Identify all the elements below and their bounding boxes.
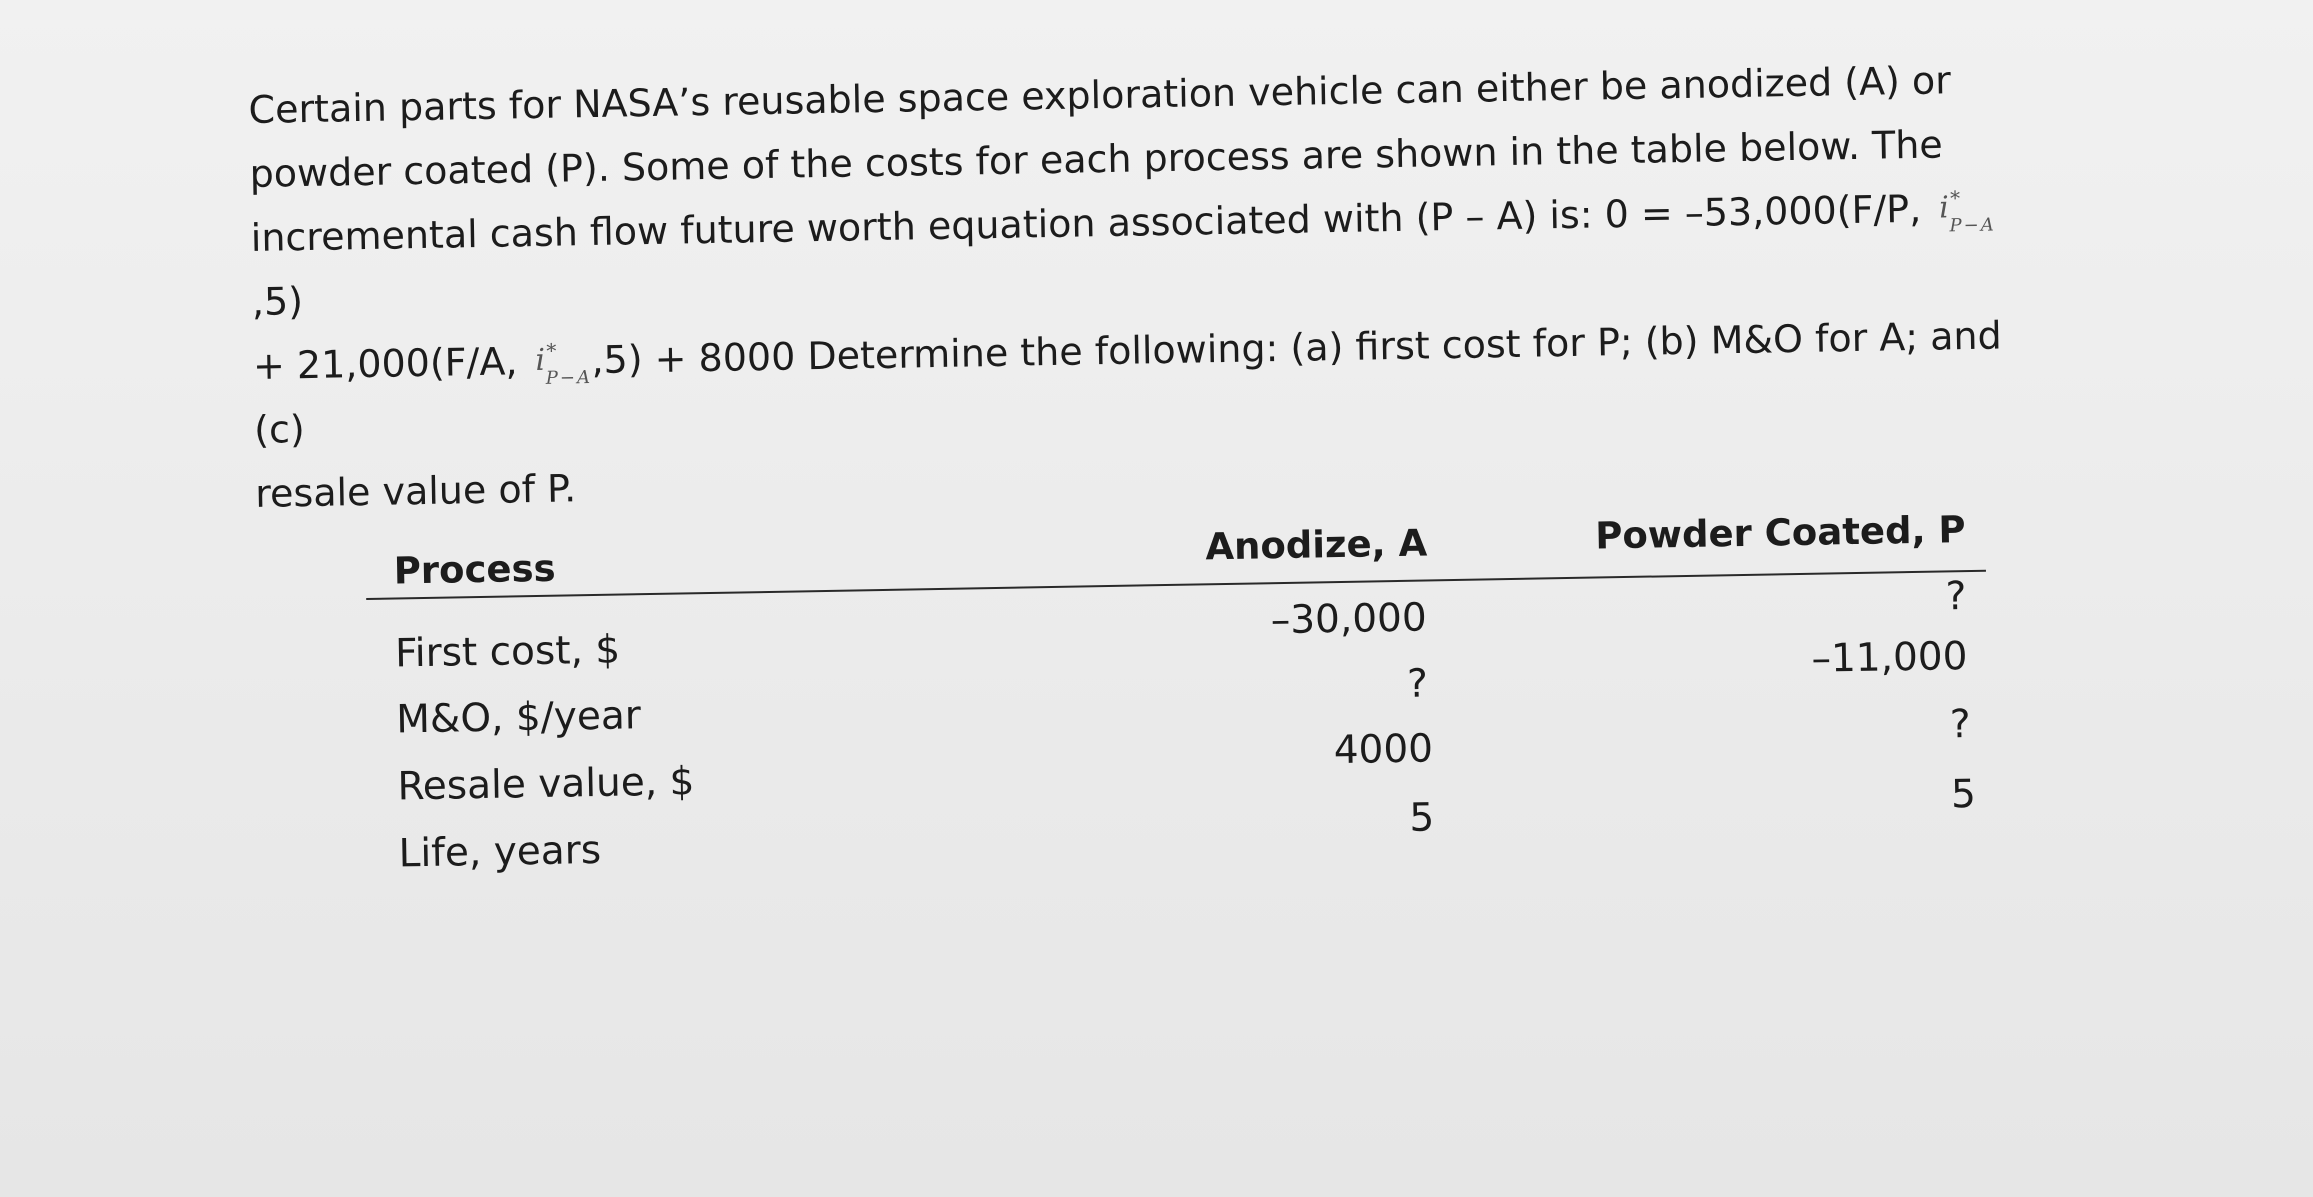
row-label-life: Life, years (398, 827, 602, 877)
rate-of-return-symbol-2: i * P−A (535, 338, 593, 389)
cell-anodize-resale-value: 4000 (1333, 726, 1434, 774)
cell-powder-resale-value: ? (1949, 702, 1972, 748)
equation-part-4: ,5) + 8000 Determine the following: (a) first cost for P; (b) M&O for A; and (c) (253, 313, 2003, 452)
cell-powder-first-cost: ? (1945, 574, 1967, 620)
rate-of-return-symbol: i * P−A (1938, 185, 1996, 236)
equation-part-2: ,5) (251, 279, 304, 324)
cell-powder-life: 5 (1950, 771, 1977, 818)
equation-part-3: + 21,000(F/A, (252, 339, 530, 388)
header-powder-coated: Powder Coated, P (1594, 508, 1966, 558)
cell-anodize-mo: ? (1406, 661, 1429, 707)
problem-statement (248, 47, 2046, 526)
cell-powder-mo: –11,000 (1811, 634, 1968, 682)
header-process: Process (393, 546, 556, 593)
equation-part-1: incremental cash flow future worth equation associated with (P – A) is: 0 = –53,000(F/P, (250, 186, 1934, 260)
row-label-resale-value: Resale value, $ (397, 759, 695, 810)
problem-line-2: powder coated (P). Some of the costs for each process are shown in the table below. The (249, 122, 1944, 196)
cost-table (365, 502, 1991, 910)
cell-anodize-first-cost: –30,000 (1270, 595, 1428, 644)
problem-line-5: resale value of P. (254, 466, 577, 516)
row-label-first-cost: First cost, $ (394, 627, 621, 677)
cell-anodize-life: 5 (1408, 795, 1435, 841)
problem-line-1: Certain parts for NASA’s reusable space exploration vehicle can either be anodized (A) or (248, 58, 1952, 132)
header-anodize: Anodize, A (1205, 521, 1428, 569)
row-label-mo: M&O, $/year (395, 693, 642, 743)
